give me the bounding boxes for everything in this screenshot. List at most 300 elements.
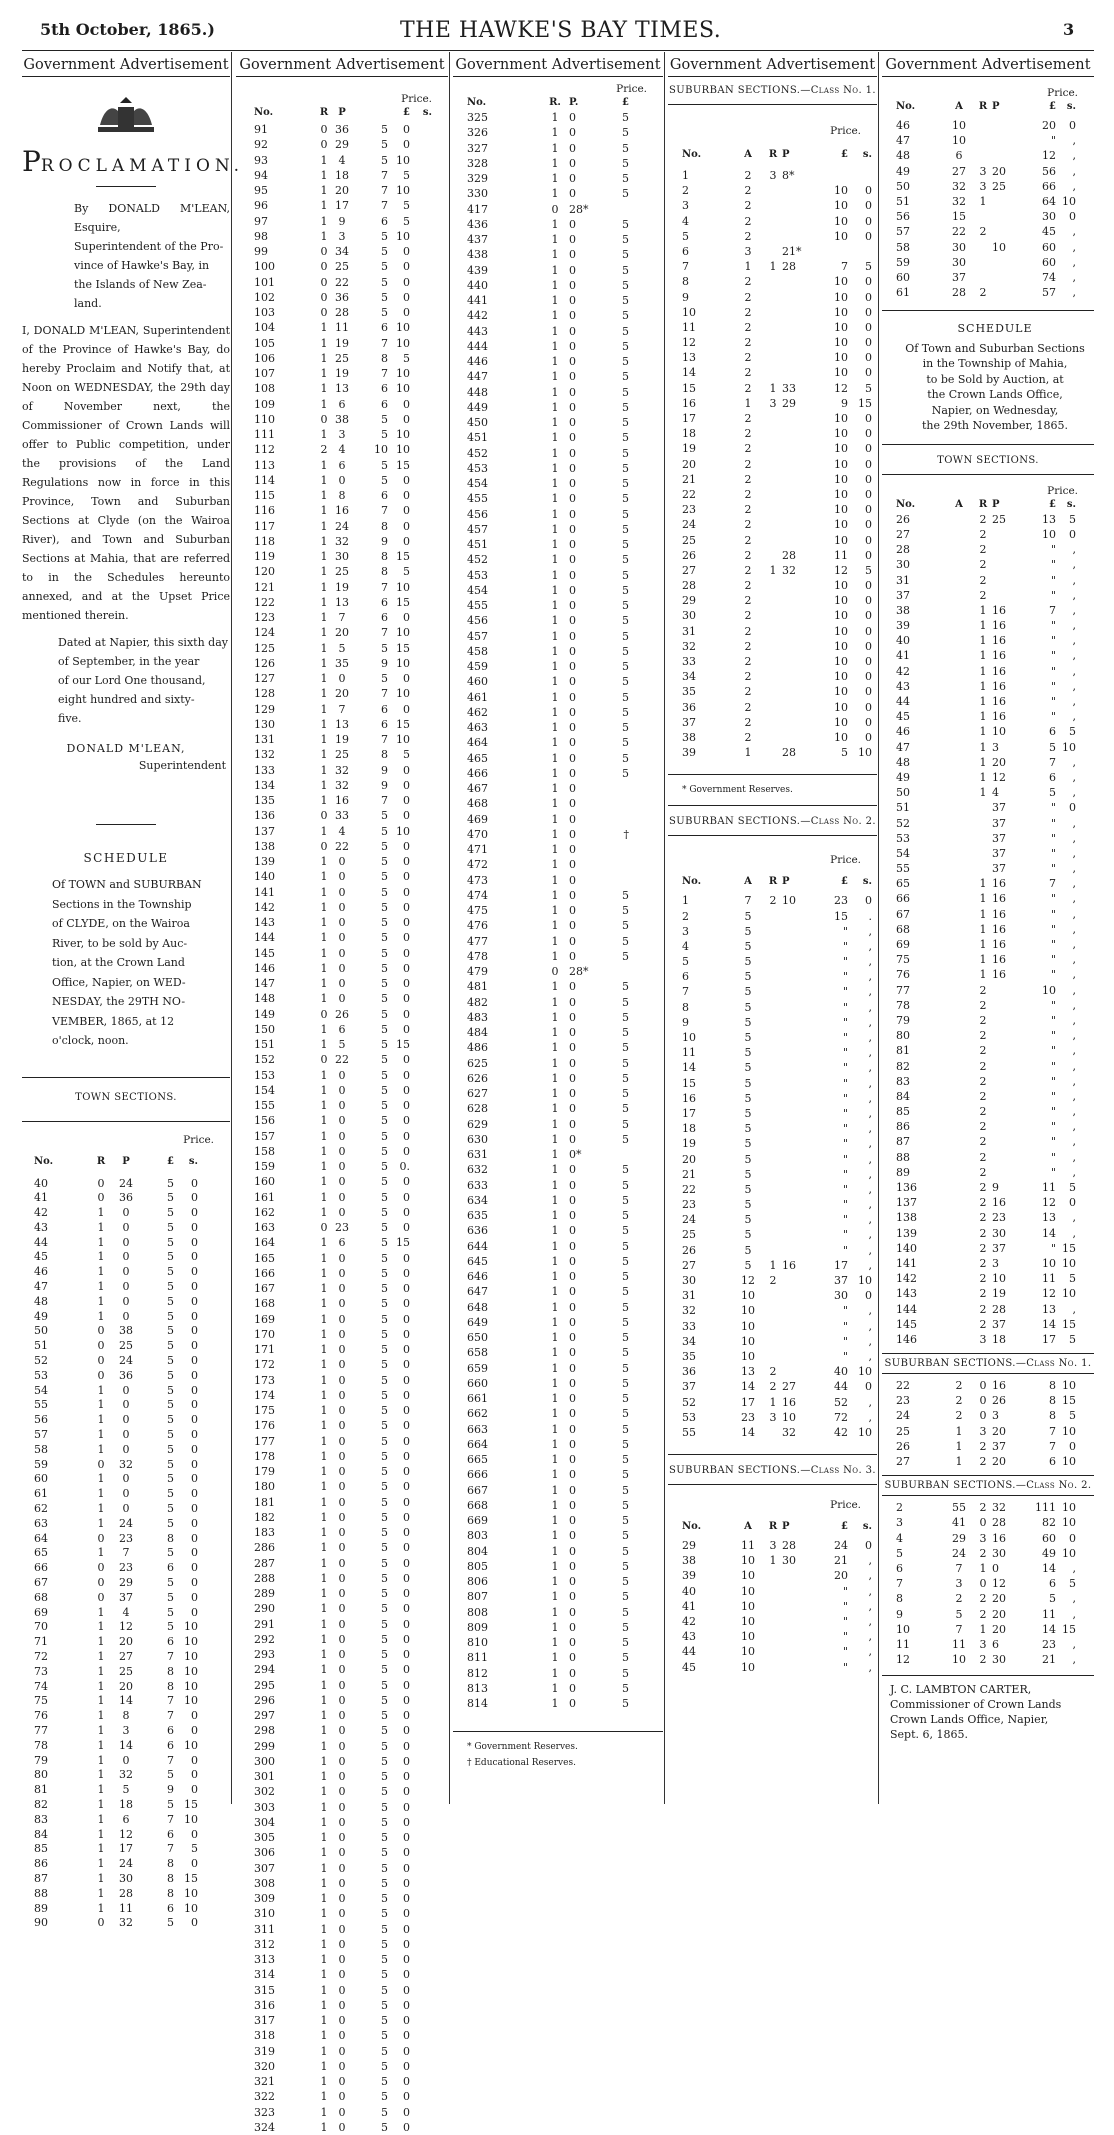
table-row [453,629,663,644]
table-row [668,593,877,608]
table-cell [764,1152,782,1167]
table-cell: 12 [682,336,696,350]
table-cell: 0 [865,320,872,334]
table-cell [782,924,812,939]
table-row [22,1532,230,1547]
header-p: P [782,149,790,160]
table-cell: 1 [320,1998,328,2012]
table-cell: 1 [551,172,559,185]
table-row [236,549,448,564]
table-cell [782,1568,812,1583]
table-cell [944,694,974,709]
table-cell: 5 [1069,725,1076,739]
table-cell: 5 [622,1300,629,1314]
table-cell: 59 [896,255,910,269]
table-cell: 0 [338,1861,346,1875]
table-cell: 20 [992,164,1006,178]
table-cell: 322 [254,2090,275,2104]
table-cell: 83 [896,1074,910,1088]
table-cell: 0 [569,1178,576,1192]
table-row [453,1650,663,1665]
table-cell: 1 [955,1424,963,1438]
table-cell [764,1015,782,1030]
town-sections-table [236,122,448,2135]
table-cell: 0 [569,599,576,612]
table-cell: 455 [467,492,488,506]
table-cell [992,588,1018,603]
table-cell: 0 [569,873,576,887]
table-row [453,1361,663,1376]
table-cell: 0 [320,809,328,823]
table-cell: 7 [167,1842,174,1856]
table-cell [944,1302,974,1317]
table-cell: 25 [992,179,1006,193]
table-cell: 10 [396,824,410,838]
table-cell: 5 [622,1651,629,1665]
table-row [453,1544,663,1559]
table-cell [782,624,812,639]
table-cell [764,1197,782,1212]
table-row [236,946,448,961]
table-cell: 15 [834,909,848,923]
table-cell: 6 [381,397,388,411]
table-cell: 0 [320,290,328,304]
table-cell [764,1045,782,1060]
table-row [453,1635,663,1650]
table-cell: 0 [569,416,576,429]
table-cell: 1 [551,660,559,673]
table-cell: 5 [622,294,629,307]
table-cell: , [1072,573,1076,587]
table-cell: 1 [551,1285,559,1299]
table-row [236,1861,448,1876]
table-cell [764,305,782,320]
table-cell [992,1028,1018,1043]
table-cell: 5 [381,855,388,868]
table-cell: 5 [381,153,388,167]
table-cell: 12 [1042,1287,1056,1301]
table-cell [974,118,992,133]
table-cell: 2 [979,1211,987,1225]
table-cell: 38 [896,603,910,617]
table-cell [782,214,812,229]
table-cell: 2 [744,639,752,653]
table-cell: 16 [992,1196,1006,1210]
table-cell: , [1072,968,1076,982]
table-cell: 20 [682,457,696,471]
table-cell: 5 [622,1437,629,1451]
table-cell [944,1286,974,1301]
table-row [453,491,663,506]
table-cell: 0 [865,639,872,653]
table-cell: " [842,1137,848,1151]
table-row [453,1345,663,1360]
table-cell: 10 [184,1650,198,1663]
table-cell: " [1050,998,1056,1012]
table-row [453,751,663,766]
table-cell: 136 [254,809,275,823]
table-row [668,517,877,532]
table-cell: 0 [403,1724,410,1738]
table-cell: 132 [254,748,275,762]
table-cell: 321 [254,2075,275,2088]
table-cell: 0 [338,1983,346,1997]
table-cell: 5 [622,309,629,323]
table-cell: 5 [381,1282,388,1295]
table-cell: 0 [569,934,576,948]
table-cell: 11 [119,1901,133,1915]
table-cell [764,745,782,760]
table-cell: 0 [191,1265,198,1279]
table-cell: 1 [551,217,559,231]
table-cell: " [842,1645,848,1659]
table-cell: 0 [403,1617,410,1631]
table-cell: " [1050,558,1056,572]
table-cell: 0 [403,611,410,624]
table-cell: 1 [551,1056,559,1070]
table-cell: 40 [834,1365,848,1379]
table-cell: 668 [467,1498,488,1512]
table-cell: 111 [254,428,275,441]
table-cell: 43 [896,679,910,693]
table-cell: 0 [569,492,576,506]
table-row [453,842,663,857]
table-cell: 27 [782,1380,796,1394]
table-cell [764,183,782,198]
table-cell: 23 [741,1410,755,1424]
table-cell: , [1072,922,1076,936]
table-cell: 41 [682,1599,696,1613]
table-cell: 143 [254,916,275,929]
column-5 [882,52,1094,1804]
title-rest: ROCLAMATION. [40,156,245,176]
column-divider [449,52,450,1804]
table-cell: 0 [551,965,559,978]
table-cell: 0 [569,1620,576,1634]
table-cell: 10 [396,687,410,701]
table-cell: 6 [1049,1577,1056,1591]
table-cell: " [1050,846,1056,860]
table-cell: 1 [320,1556,328,1570]
table-cell: 5 [167,1502,174,1516]
table-cell: 0 [569,1590,576,1604]
table-cell [782,578,812,593]
table-cell: 0 [569,248,576,262]
table-cell: 0 [403,1388,410,1402]
table-cell [764,1106,782,1121]
table-cell: , [868,1349,872,1363]
table-cell: 5 [622,934,629,948]
table-cell: 658 [467,1346,488,1360]
table-cell: 0 [403,1709,410,1722]
table-cell: 648 [467,1300,488,1314]
table-cell: 8 [338,489,346,502]
table-cell: 1 [320,885,328,899]
table-cell: 23 [834,894,848,908]
table-cell: 0 [403,2059,410,2073]
table-cell: 5 [167,1916,174,1930]
table-cell: 10 [834,685,848,699]
table-cell: 55 [952,1501,966,1515]
table-cell [944,740,974,755]
table-cell: 440 [467,278,488,292]
table-row [22,1546,230,1561]
table-cell: 0 [569,1529,576,1543]
table-cell: 0 [338,1754,346,1768]
table-cell: 23 [335,1221,349,1234]
table-cell: 5 [167,1605,174,1619]
table-cell [944,512,974,527]
table-cell: 5 [622,1102,629,1116]
table-cell [782,1364,812,1379]
table-cell: 0 [338,946,346,960]
table-cell: 0 [338,1541,346,1555]
table-cell: 1 [320,1815,328,1829]
table-cell: 0 [403,1754,410,1768]
table-row [236,641,448,656]
table-cell: 5 [381,885,388,899]
table-cell: 1 [320,1083,328,1097]
table-cell: 27 [952,164,966,178]
table-cell: 457 [467,629,488,643]
table-cell: 11 [952,1637,966,1651]
table-cell: 2 [979,225,987,239]
table-cell: 5 [381,1724,388,1738]
table-row [453,1193,663,1208]
table-cell: 0 [338,1770,346,1783]
table-cell [992,998,1018,1013]
table-cell: 16 [682,396,696,410]
table-cell: 5 [381,412,388,426]
table-cell: 30 [834,1289,848,1303]
table-cell: 8 [381,519,388,533]
table-cell: 48 [34,1294,48,1308]
table-cell: 28 [782,1539,796,1553]
table-cell: 1 [320,428,328,441]
table-cell: 34 [682,1334,696,1348]
table-cell: 135 [254,794,275,807]
header-no: No. [467,97,487,108]
table-cell: 0 [338,1892,346,1905]
table-cell: 0 [403,1297,410,1311]
table-cell: 16 [992,907,1006,921]
table-cell: 1 [551,1559,559,1573]
table-cell: 41 [34,1191,48,1205]
table-cell: 10 [184,1635,198,1649]
table-cell [764,1614,782,1629]
table-cell: 805 [467,1559,488,1573]
table-cell: 1 [320,1114,328,1128]
table-row [882,1515,1094,1530]
table-cell: 662 [467,1407,488,1421]
table-cell: 0 [979,1379,987,1393]
table-cell: 94 [254,168,268,182]
table-cell: 24 [952,1546,966,1560]
table-cell: 2 [744,229,752,243]
table-cell: 10 [1062,1455,1076,1468]
table-cell: 0 [122,1220,130,1234]
table-cell [944,1028,974,1043]
table-cell: 69 [896,938,910,951]
table-cell [764,700,782,715]
table-cell: 124 [254,626,275,640]
table-cell: 0 [403,1556,410,1570]
table-cell: 1 [320,977,328,990]
table-cell: 7 [122,1546,130,1560]
table-row [668,305,877,320]
table-cell: 0 [569,1270,576,1283]
table-cell: 0 [569,1544,576,1558]
table-cell: . [868,909,872,923]
table-cell: 24 [335,519,349,533]
table-cell: 116 [254,504,275,518]
table-cell: 0 [403,290,410,304]
table-cell: 1 [682,894,689,908]
table-cell: 0 [97,1457,105,1471]
table-cell: 2 [744,336,752,350]
table-cell: 6 [167,1827,174,1841]
table-cell: 36 [335,290,349,304]
table-cell: 0 [569,263,576,277]
table-cell: 5 [381,1922,388,1936]
table-cell: 32 [335,534,349,548]
table-cell: 6 [1049,725,1056,739]
table-cell [782,1030,812,1045]
table-cell: 0 [865,184,872,198]
table-cell: 313 [254,1953,275,1966]
table-cell [944,573,974,588]
table-row [453,674,663,689]
table-cell: 86 [896,1120,910,1134]
table-cell: 76 [34,1709,48,1723]
table-cell: 436 [467,217,488,231]
table-row [236,1571,448,1586]
table-cell: 11 [1042,1181,1056,1194]
table-cell: 0 [569,1224,576,1238]
table-cell: 0 [403,778,410,792]
table-cell: 0 [338,1434,346,1448]
table-cell: 0 [191,1442,198,1456]
table-row [668,214,877,229]
table-cell: 0 [865,275,872,289]
table-cell: 0 [338,1526,346,1539]
table-cell: 144 [896,1302,917,1316]
table-cell: 5 [167,1457,174,1471]
table-row [668,350,877,365]
table-cell: 0 [865,305,872,319]
table-row [453,857,663,872]
table-cell: , [868,1091,872,1105]
table-cell: 41 [896,649,910,663]
table-cell: 5 [167,1413,174,1427]
table-row [453,1391,663,1406]
table-cell: 21 [834,1554,848,1568]
table-cell: 2 [979,1439,987,1453]
table-cell: 5 [622,766,629,780]
table-cell [764,1030,782,1045]
table-row [668,1212,877,1227]
table-cell: 5 [381,870,388,884]
table-cell: 2 [744,624,752,638]
table-row [236,732,448,747]
table-cell: 90 [34,1916,48,1930]
text-line: to be Sold by Auction, at [926,372,1064,386]
table-cell: 459 [467,660,488,673]
table-cell: " [842,1091,848,1105]
table-cell: 53 [34,1368,48,1382]
table-cell: " [842,1630,848,1644]
table-cell: 293 [254,1648,275,1661]
table-cell [944,648,974,663]
table-cell: 8 [682,275,689,289]
table-cell: 0 [569,431,576,445]
table-row [453,1101,663,1116]
table-cell: 10 [952,1653,966,1667]
table-cell [782,1288,812,1303]
table-cell: 5 [1069,1332,1076,1346]
table-cell: , [868,1198,872,1212]
table-cell: 20 [335,687,349,701]
table-cell: 0 [569,1697,576,1710]
table-row [453,1452,663,1467]
table-row [236,1296,448,1311]
table-cell: 5 [622,644,629,658]
table-cell: 0 [569,705,576,719]
table-cell: 78 [34,1738,48,1752]
table-cell: 0 [403,702,410,716]
table-row [453,1284,663,1299]
table-row [453,461,663,476]
table-cell: 28* [569,202,589,216]
table-cell: , [1072,786,1076,800]
table-cell: 36 [682,700,696,714]
table-cell: 1 [551,492,559,506]
table-cell: , [1072,877,1076,891]
table-cell: 5 [167,1472,174,1486]
table-cell: 0 [338,2059,346,2073]
table-row [882,1531,1094,1546]
table-cell [764,533,782,548]
table-cell: 5 [744,1137,752,1151]
table-cell: 0 [338,1312,346,1326]
table-cell [944,1180,974,1195]
table-cell: 631 [467,1148,488,1161]
table-cell: 45 [1042,225,1056,239]
table-row [236,747,448,762]
table-cell: 315 [254,1983,275,1997]
table-cell: 0 [403,260,410,274]
table-row [882,1286,1094,1301]
table-cell: 30 [896,558,910,572]
table-cell: 5 [381,1602,388,1616]
table-cell: 1 [320,1358,328,1372]
table-cell: 1 [320,1175,328,1189]
table-cell: 0 [338,916,346,929]
table-cell: 53 [896,831,910,845]
table-cell: 22 [335,1053,349,1067]
table-cell [944,618,974,633]
table-cell [944,724,974,739]
table-row [453,217,663,232]
table-cell: 2 [744,487,752,501]
table-cell: 151 [254,1038,275,1051]
table-cell [782,1197,812,1212]
table-cell: 2 [744,655,752,668]
table-cell: 4 [682,939,689,953]
table-row [668,984,877,999]
table-cell: 109 [254,397,275,411]
table-cell: 70 [34,1620,48,1634]
